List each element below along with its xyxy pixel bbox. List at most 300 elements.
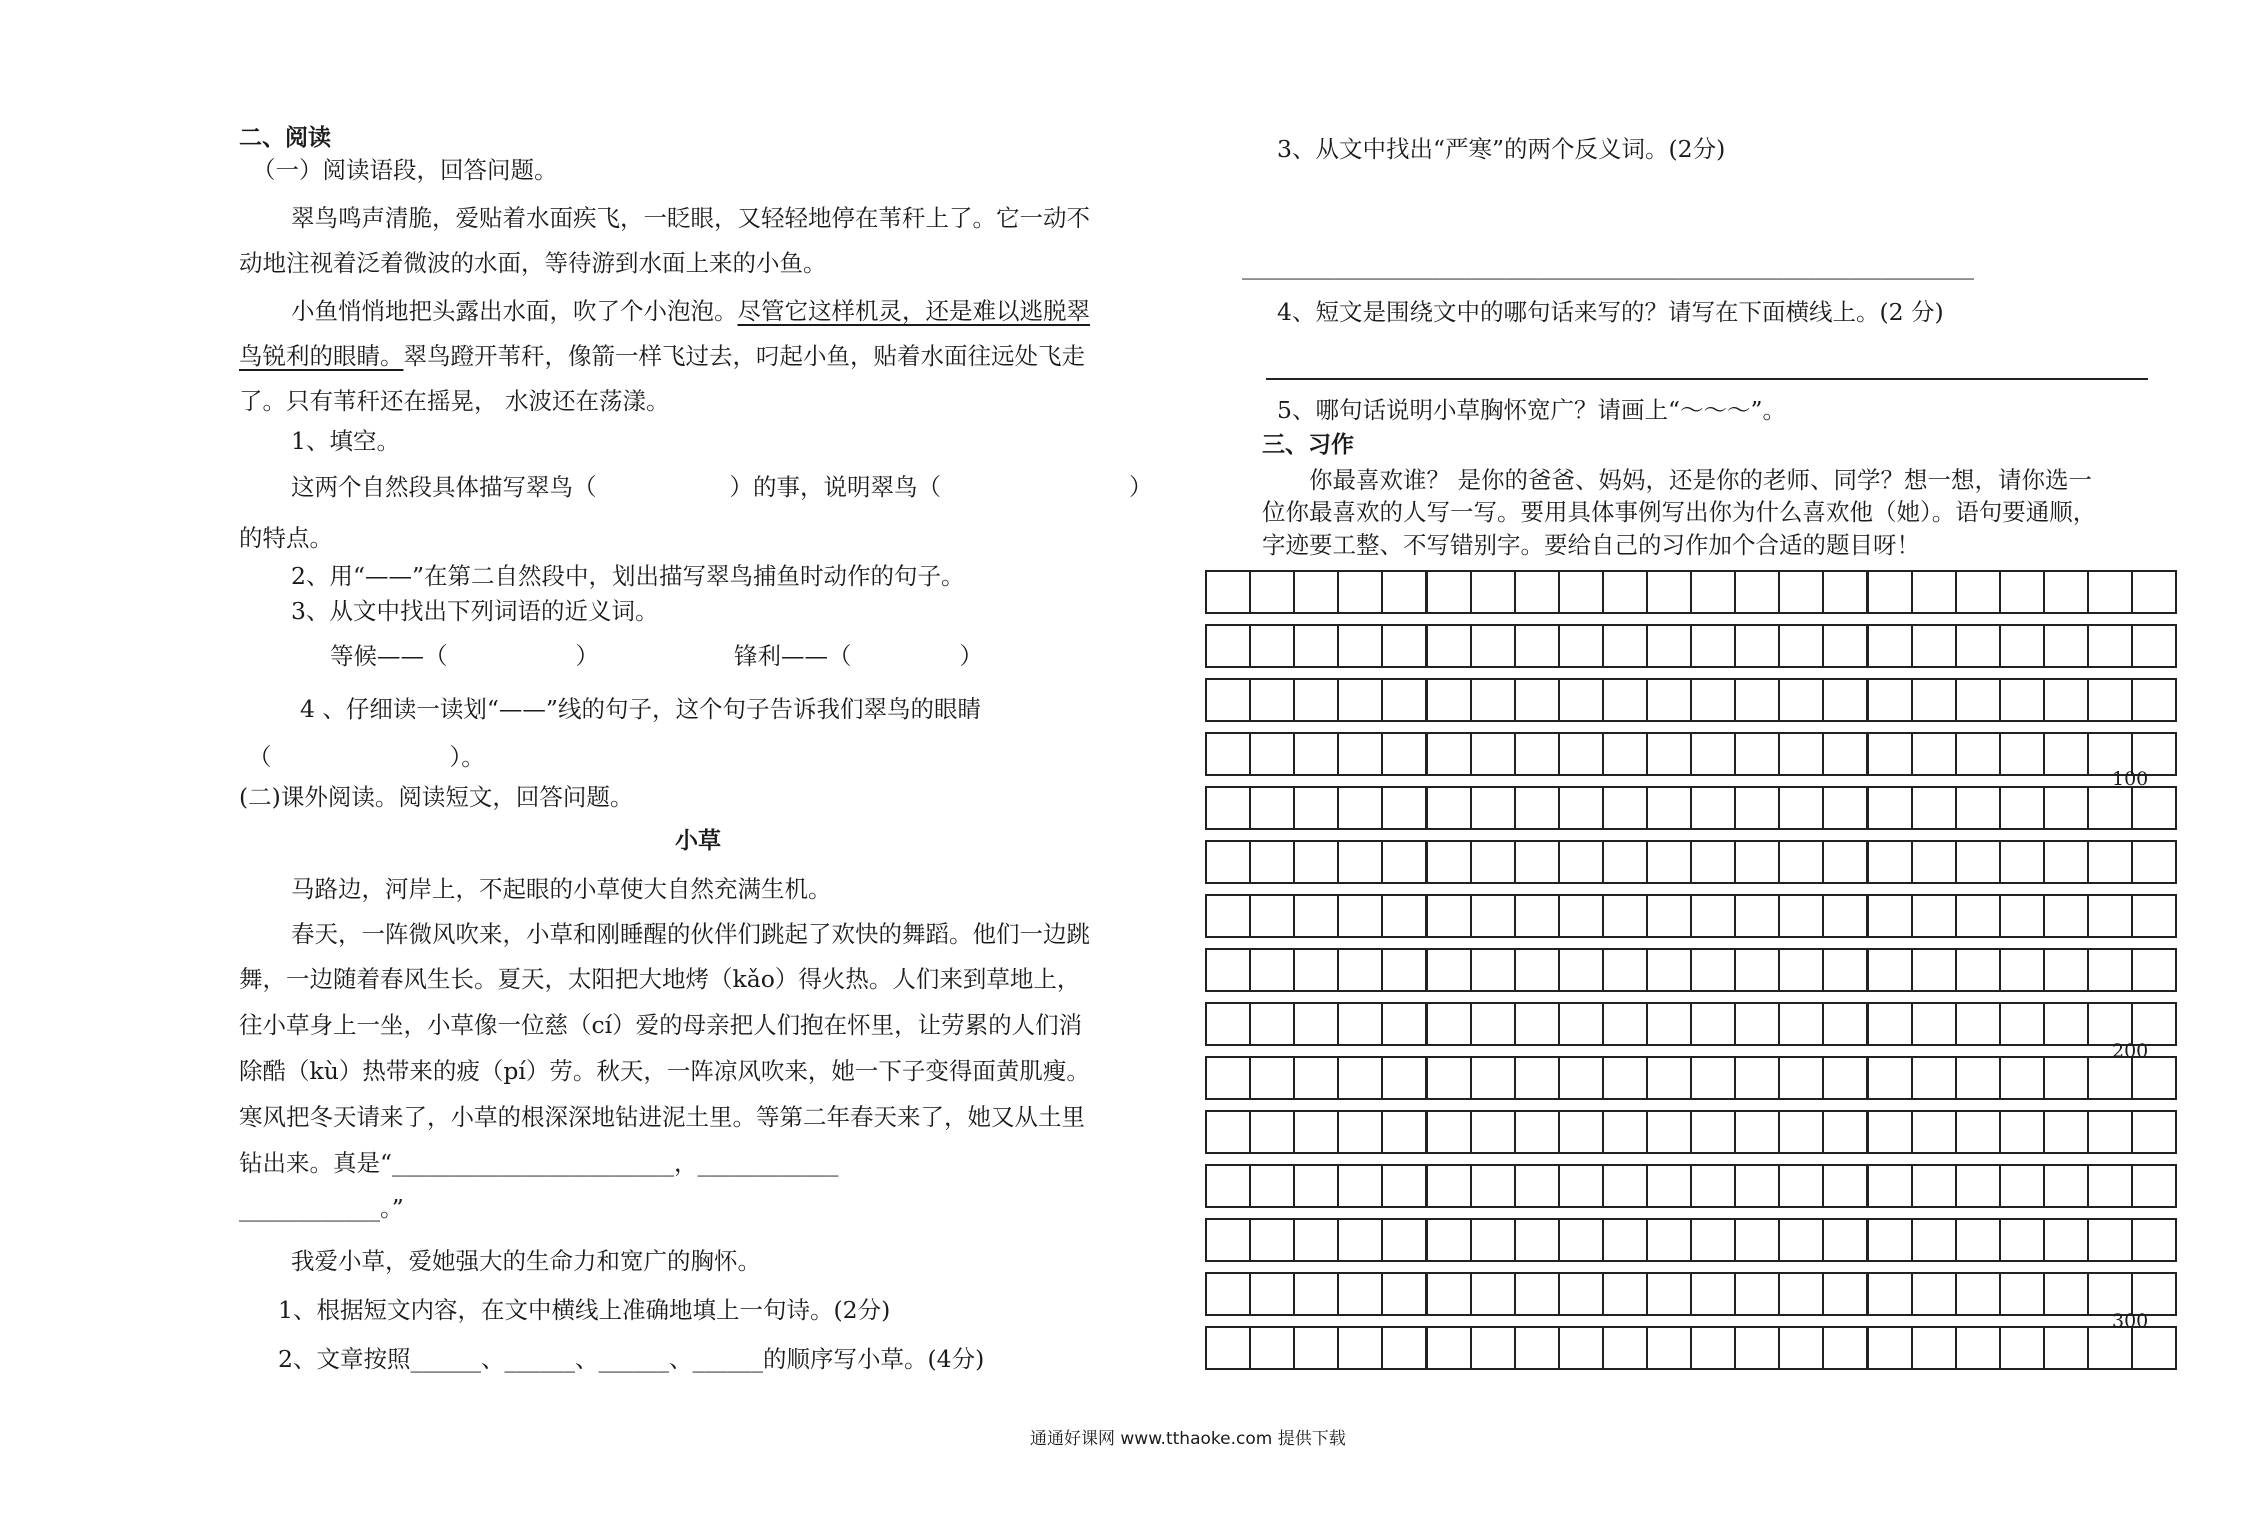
grid-cell[interactable] xyxy=(1249,1056,1295,1100)
grid-cell[interactable] xyxy=(1249,948,1295,992)
grid-cell[interactable] xyxy=(1690,786,1736,830)
grid-cell[interactable] xyxy=(1337,948,1383,992)
grid-cell[interactable] xyxy=(1690,570,1736,614)
grid-cell[interactable] xyxy=(1558,1056,1604,1100)
grid-cell[interactable] xyxy=(1514,1272,1560,1316)
answer-line-q4[interactable] xyxy=(1266,378,2148,380)
grid-cell[interactable] xyxy=(1293,1110,1339,1154)
grid-cell[interactable] xyxy=(1426,786,1472,830)
grid-cell[interactable] xyxy=(1602,1326,1648,1370)
grid-cell[interactable] xyxy=(1205,732,1251,776)
grid-cell[interactable] xyxy=(1955,948,2001,992)
grid-cell[interactable] xyxy=(2043,1326,2089,1370)
grid-cell[interactable] xyxy=(1381,840,1427,884)
grid-cell[interactable] xyxy=(1955,1326,2001,1370)
grid-cell[interactable] xyxy=(1646,894,1692,938)
grid-cell[interactable] xyxy=(1734,1056,1780,1100)
grid-cell[interactable] xyxy=(1602,1002,1648,1046)
grid-cell[interactable] xyxy=(1690,1002,1736,1046)
grid-cell[interactable] xyxy=(2043,678,2089,722)
grid-cell[interactable] xyxy=(1602,1272,1648,1316)
grid-cell[interactable] xyxy=(2043,624,2089,668)
grid-cell[interactable] xyxy=(1470,786,1516,830)
grid-cell[interactable] xyxy=(1293,1056,1339,1100)
grid-cell[interactable] xyxy=(1602,1110,1648,1154)
grid-cell[interactable] xyxy=(1999,1164,2045,1208)
grid-cell[interactable] xyxy=(2131,624,2177,668)
grid-cell[interactable] xyxy=(1337,1164,1383,1208)
grid-cell[interactable] xyxy=(1867,1002,1913,1046)
grid-cell[interactable] xyxy=(1911,948,1957,992)
grid-cell[interactable] xyxy=(1426,624,1472,668)
grid-cell[interactable] xyxy=(1249,1164,1295,1208)
grid-cell[interactable] xyxy=(1249,1272,1295,1316)
grid-cell[interactable] xyxy=(1867,1110,1913,1154)
grid-cell[interactable] xyxy=(1337,570,1383,614)
grid-cell[interactable] xyxy=(1911,1110,1957,1154)
grid-cell[interactable] xyxy=(1911,1272,1957,1316)
grid-cell[interactable] xyxy=(1822,1164,1868,1208)
grid-cell[interactable] xyxy=(1337,1272,1383,1316)
grid-cell[interactable] xyxy=(1955,1164,2001,1208)
grid-cell[interactable] xyxy=(1822,894,1868,938)
grid-cell[interactable] xyxy=(1602,1218,1648,1262)
grid-cell[interactable] xyxy=(1514,894,1560,938)
grid-cell[interactable] xyxy=(1470,1272,1516,1316)
grid-cell[interactable] xyxy=(1822,1218,1868,1262)
grid-cell[interactable] xyxy=(1867,570,1913,614)
grid-cell[interactable] xyxy=(1602,1056,1648,1100)
grid-cell[interactable] xyxy=(1867,948,1913,992)
grid-cell[interactable] xyxy=(1381,1326,1427,1370)
grid-cell[interactable] xyxy=(2087,948,2133,992)
grid-cell[interactable] xyxy=(2087,1056,2133,1100)
grid-cell[interactable] xyxy=(1822,570,1868,614)
grid-cell[interactable] xyxy=(1337,1056,1383,1100)
grid-cell[interactable] xyxy=(1822,1110,1868,1154)
grid-cell[interactable] xyxy=(1734,570,1780,614)
grid-cell[interactable] xyxy=(1558,624,1604,668)
grid-cell[interactable] xyxy=(1426,1056,1472,1100)
grid-cell[interactable] xyxy=(1514,948,1560,992)
grid-cell[interactable] xyxy=(1690,732,1736,776)
grid-cell[interactable] xyxy=(1293,1272,1339,1316)
grid-cell[interactable] xyxy=(2131,1056,2177,1100)
grid-cell[interactable] xyxy=(1646,786,1692,830)
grid-cell[interactable] xyxy=(1646,732,1692,776)
grid-cell[interactable] xyxy=(1602,894,1648,938)
grid-cell[interactable] xyxy=(1381,1002,1427,1046)
grid-cell[interactable] xyxy=(1690,678,1736,722)
grid-cell[interactable] xyxy=(1955,678,2001,722)
grid-cell[interactable] xyxy=(1470,1164,1516,1208)
grid-cell[interactable] xyxy=(1867,1326,1913,1370)
grid-cell[interactable] xyxy=(1558,1002,1604,1046)
grid-cell[interactable] xyxy=(1205,1002,1251,1046)
grid-cell[interactable] xyxy=(1381,1164,1427,1208)
grid-cell[interactable] xyxy=(1955,570,2001,614)
grid-cell[interactable] xyxy=(1558,894,1604,938)
grid-cell[interactable] xyxy=(1470,948,1516,992)
grid-cell[interactable] xyxy=(1999,624,2045,668)
grid-cell[interactable] xyxy=(1778,1110,1824,1154)
grid-cell[interactable] xyxy=(1470,570,1516,614)
grid-cell[interactable] xyxy=(1822,1272,1868,1316)
grid-cell[interactable] xyxy=(1646,840,1692,884)
grid-cell[interactable] xyxy=(2131,1218,2177,1262)
grid-cell[interactable] xyxy=(1734,732,1780,776)
grid-cell[interactable] xyxy=(1778,1002,1824,1046)
grid-cell[interactable] xyxy=(1602,624,1648,668)
grid-cell[interactable] xyxy=(1381,624,1427,668)
grid-cell[interactable] xyxy=(1822,732,1868,776)
grid-cell[interactable] xyxy=(1690,948,1736,992)
grid-cell[interactable] xyxy=(1602,570,1648,614)
grid-cell[interactable] xyxy=(1337,1326,1383,1370)
grid-cell[interactable] xyxy=(1911,678,1957,722)
grid-cell[interactable] xyxy=(1867,894,1913,938)
grid-cell[interactable] xyxy=(1337,732,1383,776)
grid-cell[interactable] xyxy=(1734,1218,1780,1262)
grid-cell[interactable] xyxy=(1337,1110,1383,1154)
grid-cell[interactable] xyxy=(1690,1272,1736,1316)
grid-cell[interactable] xyxy=(1778,840,1824,884)
grid-cell[interactable] xyxy=(1558,1326,1604,1370)
grid-cell[interactable] xyxy=(1646,1002,1692,1046)
grid-cell[interactable] xyxy=(1778,1326,1824,1370)
grid-cell[interactable] xyxy=(1602,732,1648,776)
grid-cell[interactable] xyxy=(1337,1002,1383,1046)
grid-cell[interactable] xyxy=(1293,840,1339,884)
grid-cell[interactable] xyxy=(2087,570,2133,614)
grid-cell[interactable] xyxy=(1426,1110,1472,1154)
grid-cell[interactable] xyxy=(1999,1326,2045,1370)
grid-cell[interactable] xyxy=(2087,1218,2133,1262)
grid-cell[interactable] xyxy=(1205,786,1251,830)
composition-grid[interactable] xyxy=(1205,570,2176,1374)
grid-cell[interactable] xyxy=(1426,1164,1472,1208)
grid-cell[interactable] xyxy=(1999,1056,2045,1100)
grid-cell[interactable] xyxy=(1778,1056,1824,1100)
grid-cell[interactable] xyxy=(1911,1218,1957,1262)
grid-cell[interactable] xyxy=(2043,948,2089,992)
grid-cell[interactable] xyxy=(2043,1002,2089,1046)
grid-cell[interactable] xyxy=(1822,678,1868,722)
grid-cell[interactable] xyxy=(1822,624,1868,668)
grid-cell[interactable] xyxy=(1778,570,1824,614)
grid-cell[interactable] xyxy=(1955,786,2001,830)
grid-cell[interactable] xyxy=(1558,948,1604,992)
grid-cell[interactable] xyxy=(2043,570,2089,614)
grid-cell[interactable] xyxy=(2043,1110,2089,1154)
grid-cell[interactable] xyxy=(1690,840,1736,884)
grid-cell[interactable] xyxy=(1514,624,1560,668)
grid-cell[interactable] xyxy=(1249,1110,1295,1154)
grid-cell[interactable] xyxy=(1911,1002,1957,1046)
grid-cell[interactable] xyxy=(1470,1110,1516,1154)
grid-cell[interactable] xyxy=(1602,678,1648,722)
grid-cell[interactable] xyxy=(1867,678,1913,722)
grid-cell[interactable] xyxy=(1470,840,1516,884)
grid-cell[interactable] xyxy=(1558,1218,1604,1262)
grid-cell[interactable] xyxy=(1911,1164,1957,1208)
grid-cell[interactable] xyxy=(2087,1164,2133,1208)
grid-cell[interactable] xyxy=(1558,732,1604,776)
grid-cell[interactable] xyxy=(1470,894,1516,938)
grid-cell[interactable] xyxy=(1293,786,1339,830)
grid-cell[interactable] xyxy=(1381,894,1427,938)
grid-cell[interactable] xyxy=(1646,948,1692,992)
grid-cell[interactable] xyxy=(1249,678,1295,722)
grid-cell[interactable] xyxy=(1822,840,1868,884)
grid-cell[interactable] xyxy=(1999,570,2045,614)
grid-cell[interactable] xyxy=(1999,1218,2045,1262)
grid-cell[interactable] xyxy=(1205,1164,1251,1208)
grid-cell[interactable] xyxy=(1293,1002,1339,1046)
grid-cell[interactable] xyxy=(1734,624,1780,668)
grid-cell[interactable] xyxy=(1778,786,1824,830)
grid-cell[interactable] xyxy=(1867,840,1913,884)
grid-cell[interactable] xyxy=(1602,840,1648,884)
grid-cell[interactable] xyxy=(1293,1218,1339,1262)
grid-cell[interactable] xyxy=(1249,786,1295,830)
grid-cell[interactable] xyxy=(1558,786,1604,830)
grid-cell[interactable] xyxy=(1514,678,1560,722)
grid-cell[interactable] xyxy=(2131,1110,2177,1154)
grid-cell[interactable] xyxy=(1470,1218,1516,1262)
grid-cell[interactable] xyxy=(2043,1272,2089,1316)
grid-cell[interactable] xyxy=(2131,840,2177,884)
grid-cell[interactable] xyxy=(2131,894,2177,938)
grid-cell[interactable] xyxy=(1867,732,1913,776)
grid-cell[interactable] xyxy=(1867,1218,1913,1262)
grid-cell[interactable] xyxy=(1337,624,1383,668)
grid-cell[interactable] xyxy=(1734,786,1780,830)
grid-cell[interactable] xyxy=(1381,1272,1427,1316)
grid-cell[interactable] xyxy=(1514,1002,1560,1046)
grid-cell[interactable] xyxy=(2043,894,2089,938)
grid-cell[interactable] xyxy=(2087,624,2133,668)
grid-cell[interactable] xyxy=(1205,1326,1251,1370)
grid-cell[interactable] xyxy=(1205,570,1251,614)
grid-cell[interactable] xyxy=(1558,1272,1604,1316)
grid-cell[interactable] xyxy=(1734,894,1780,938)
grid-cell[interactable] xyxy=(1249,1002,1295,1046)
grid-cell[interactable] xyxy=(1911,786,1957,830)
grid-cell[interactable] xyxy=(1690,1326,1736,1370)
grid-cell[interactable] xyxy=(1822,948,1868,992)
grid-cell[interactable] xyxy=(1911,840,1957,884)
grid-cell[interactable] xyxy=(2043,840,2089,884)
grid-cell[interactable] xyxy=(1955,1056,2001,1100)
grid-cell[interactable] xyxy=(1690,894,1736,938)
grid-cell[interactable] xyxy=(1646,570,1692,614)
grid-cell[interactable] xyxy=(1911,894,1957,938)
grid-cell[interactable] xyxy=(1646,624,1692,668)
grid-cell[interactable] xyxy=(1205,840,1251,884)
grid-cell[interactable] xyxy=(1337,786,1383,830)
grid-cell[interactable] xyxy=(1426,570,1472,614)
grid-cell[interactable] xyxy=(1249,570,1295,614)
grid-cell[interactable] xyxy=(1778,1218,1824,1262)
grid-cell[interactable] xyxy=(1646,1326,1692,1370)
grid-cell[interactable] xyxy=(1690,1110,1736,1154)
grid-cell[interactable] xyxy=(1646,1110,1692,1154)
grid-cell[interactable] xyxy=(1293,948,1339,992)
grid-cell[interactable] xyxy=(1822,786,1868,830)
grid-cell[interactable] xyxy=(1778,732,1824,776)
grid-cell[interactable] xyxy=(2043,1164,2089,1208)
grid-cell[interactable] xyxy=(2087,1110,2133,1154)
grid-cell[interactable] xyxy=(1778,894,1824,938)
grid-cell[interactable] xyxy=(1514,1056,1560,1100)
grid-cell[interactable] xyxy=(1867,1272,1913,1316)
grid-cell[interactable] xyxy=(1337,1218,1383,1262)
grid-cell[interactable] xyxy=(1205,678,1251,722)
grid-cell[interactable] xyxy=(1955,732,2001,776)
grid-cell[interactable] xyxy=(1249,1218,1295,1262)
grid-cell[interactable] xyxy=(1955,894,2001,938)
grid-cell[interactable] xyxy=(1337,894,1383,938)
grid-cell[interactable] xyxy=(1381,732,1427,776)
grid-cell[interactable] xyxy=(1470,624,1516,668)
grid-cell[interactable] xyxy=(1205,1110,1251,1154)
grid-cell[interactable] xyxy=(1646,1164,1692,1208)
grid-cell[interactable] xyxy=(2131,678,2177,722)
grid-cell[interactable] xyxy=(1205,1272,1251,1316)
grid-cell[interactable] xyxy=(1426,840,1472,884)
grid-cell[interactable] xyxy=(1911,570,1957,614)
answer-line-q3[interactable]: ____________________________________________________________________ xyxy=(1242,252,1973,280)
grid-cell[interactable] xyxy=(1381,570,1427,614)
grid-cell[interactable] xyxy=(1426,1002,1472,1046)
grid-cell[interactable] xyxy=(1999,894,2045,938)
grid-cell[interactable] xyxy=(1867,1164,1913,1208)
grid-cell[interactable] xyxy=(1778,624,1824,668)
grid-cell[interactable] xyxy=(1822,1002,1868,1046)
grid-cell[interactable] xyxy=(1822,1056,1868,1100)
grid-cell[interactable] xyxy=(1778,948,1824,992)
grid-cell[interactable] xyxy=(2087,786,2133,830)
grid-cell[interactable] xyxy=(1381,786,1427,830)
grid-cell[interactable] xyxy=(1778,1272,1824,1316)
grid-cell[interactable] xyxy=(1999,1272,2045,1316)
grid-cell[interactable] xyxy=(1955,1272,2001,1316)
grid-cell[interactable] xyxy=(1249,732,1295,776)
grid-cell[interactable] xyxy=(1734,840,1780,884)
grid-cell[interactable] xyxy=(1646,1272,1692,1316)
grid-cell[interactable] xyxy=(1470,678,1516,722)
grid-cell[interactable] xyxy=(1337,840,1383,884)
grid-cell[interactable] xyxy=(1734,1110,1780,1154)
grid-cell[interactable] xyxy=(1690,1056,1736,1100)
grid-cell[interactable] xyxy=(1249,840,1295,884)
grid-cell[interactable] xyxy=(1955,624,2001,668)
grid-cell[interactable] xyxy=(1470,1056,1516,1100)
grid-cell[interactable] xyxy=(1999,1002,2045,1046)
grid-cell[interactable] xyxy=(1778,678,1824,722)
grid-cell[interactable] xyxy=(1249,624,1295,668)
grid-cell[interactable] xyxy=(2087,894,2133,938)
grid-cell[interactable] xyxy=(1734,678,1780,722)
grid-cell[interactable] xyxy=(1293,1164,1339,1208)
grid-cell[interactable] xyxy=(1734,1272,1780,1316)
grid-cell[interactable] xyxy=(2087,1326,2133,1370)
grid-cell[interactable] xyxy=(1734,1164,1780,1208)
grid-cell[interactable] xyxy=(1426,1218,1472,1262)
grid-cell[interactable] xyxy=(1514,840,1560,884)
grid-cell[interactable] xyxy=(1293,570,1339,614)
grid-cell[interactable] xyxy=(1293,894,1339,938)
grid-cell[interactable] xyxy=(1205,894,1251,938)
grid-cell[interactable] xyxy=(1470,732,1516,776)
grid-cell[interactable] xyxy=(1690,1218,1736,1262)
grid-cell[interactable] xyxy=(1426,732,1472,776)
grid-cell[interactable] xyxy=(1602,786,1648,830)
grid-cell[interactable] xyxy=(1778,1164,1824,1208)
grid-cell[interactable] xyxy=(2043,1056,2089,1100)
grid-cell[interactable] xyxy=(1381,1056,1427,1100)
grid-cell[interactable] xyxy=(1602,1164,1648,1208)
grid-cell[interactable] xyxy=(1955,1002,2001,1046)
grid-cell[interactable] xyxy=(2043,1218,2089,1262)
grid-cell[interactable] xyxy=(1514,570,1560,614)
grid-cell[interactable] xyxy=(1999,1110,2045,1154)
grid-cell[interactable] xyxy=(1955,1110,2001,1154)
grid-cell[interactable] xyxy=(1249,894,1295,938)
grid-cell[interactable] xyxy=(1426,678,1472,722)
grid-cell[interactable] xyxy=(2043,786,2089,830)
grid-cell[interactable] xyxy=(1381,1218,1427,1262)
grid-cell[interactable] xyxy=(1999,948,2045,992)
grid-cell[interactable] xyxy=(1734,1326,1780,1370)
grid-cell[interactable] xyxy=(1381,1110,1427,1154)
grid-cell[interactable] xyxy=(1514,1218,1560,1262)
grid-cell[interactable] xyxy=(1381,948,1427,992)
grid-cell[interactable] xyxy=(1514,1164,1560,1208)
grid-cell[interactable] xyxy=(1514,1110,1560,1154)
grid-cell[interactable] xyxy=(1205,624,1251,668)
grid-cell[interactable] xyxy=(1205,1056,1251,1100)
grid-cell[interactable] xyxy=(1205,1218,1251,1262)
grid-cell[interactable] xyxy=(1690,1164,1736,1208)
grid-cell[interactable] xyxy=(1558,678,1604,722)
grid-cell[interactable] xyxy=(1558,570,1604,614)
grid-cell[interactable] xyxy=(2043,732,2089,776)
grid-cell[interactable] xyxy=(2131,786,2177,830)
grid-cell[interactable] xyxy=(1293,624,1339,668)
grid-cell[interactable] xyxy=(1911,1056,1957,1100)
grid-cell[interactable] xyxy=(1514,1326,1560,1370)
grid-cell[interactable] xyxy=(1646,1218,1692,1262)
grid-cell[interactable] xyxy=(1558,840,1604,884)
grid-cell[interactable] xyxy=(1955,1218,2001,1262)
grid-cell[interactable] xyxy=(1646,1056,1692,1100)
grid-cell[interactable] xyxy=(2087,840,2133,884)
grid-cell[interactable] xyxy=(2131,570,2177,614)
grid-cell[interactable] xyxy=(1249,1326,1295,1370)
grid-cell[interactable] xyxy=(1426,948,1472,992)
grid-cell[interactable] xyxy=(1999,678,2045,722)
grid-cell[interactable] xyxy=(1911,1326,1957,1370)
grid-cell[interactable] xyxy=(1293,1326,1339,1370)
grid-cell[interactable] xyxy=(1426,1326,1472,1370)
grid-cell[interactable] xyxy=(1999,786,2045,830)
grid-cell[interactable] xyxy=(1867,624,1913,668)
grid-cell[interactable] xyxy=(1646,678,1692,722)
grid-cell[interactable] xyxy=(1514,786,1560,830)
grid-cell[interactable] xyxy=(1293,732,1339,776)
